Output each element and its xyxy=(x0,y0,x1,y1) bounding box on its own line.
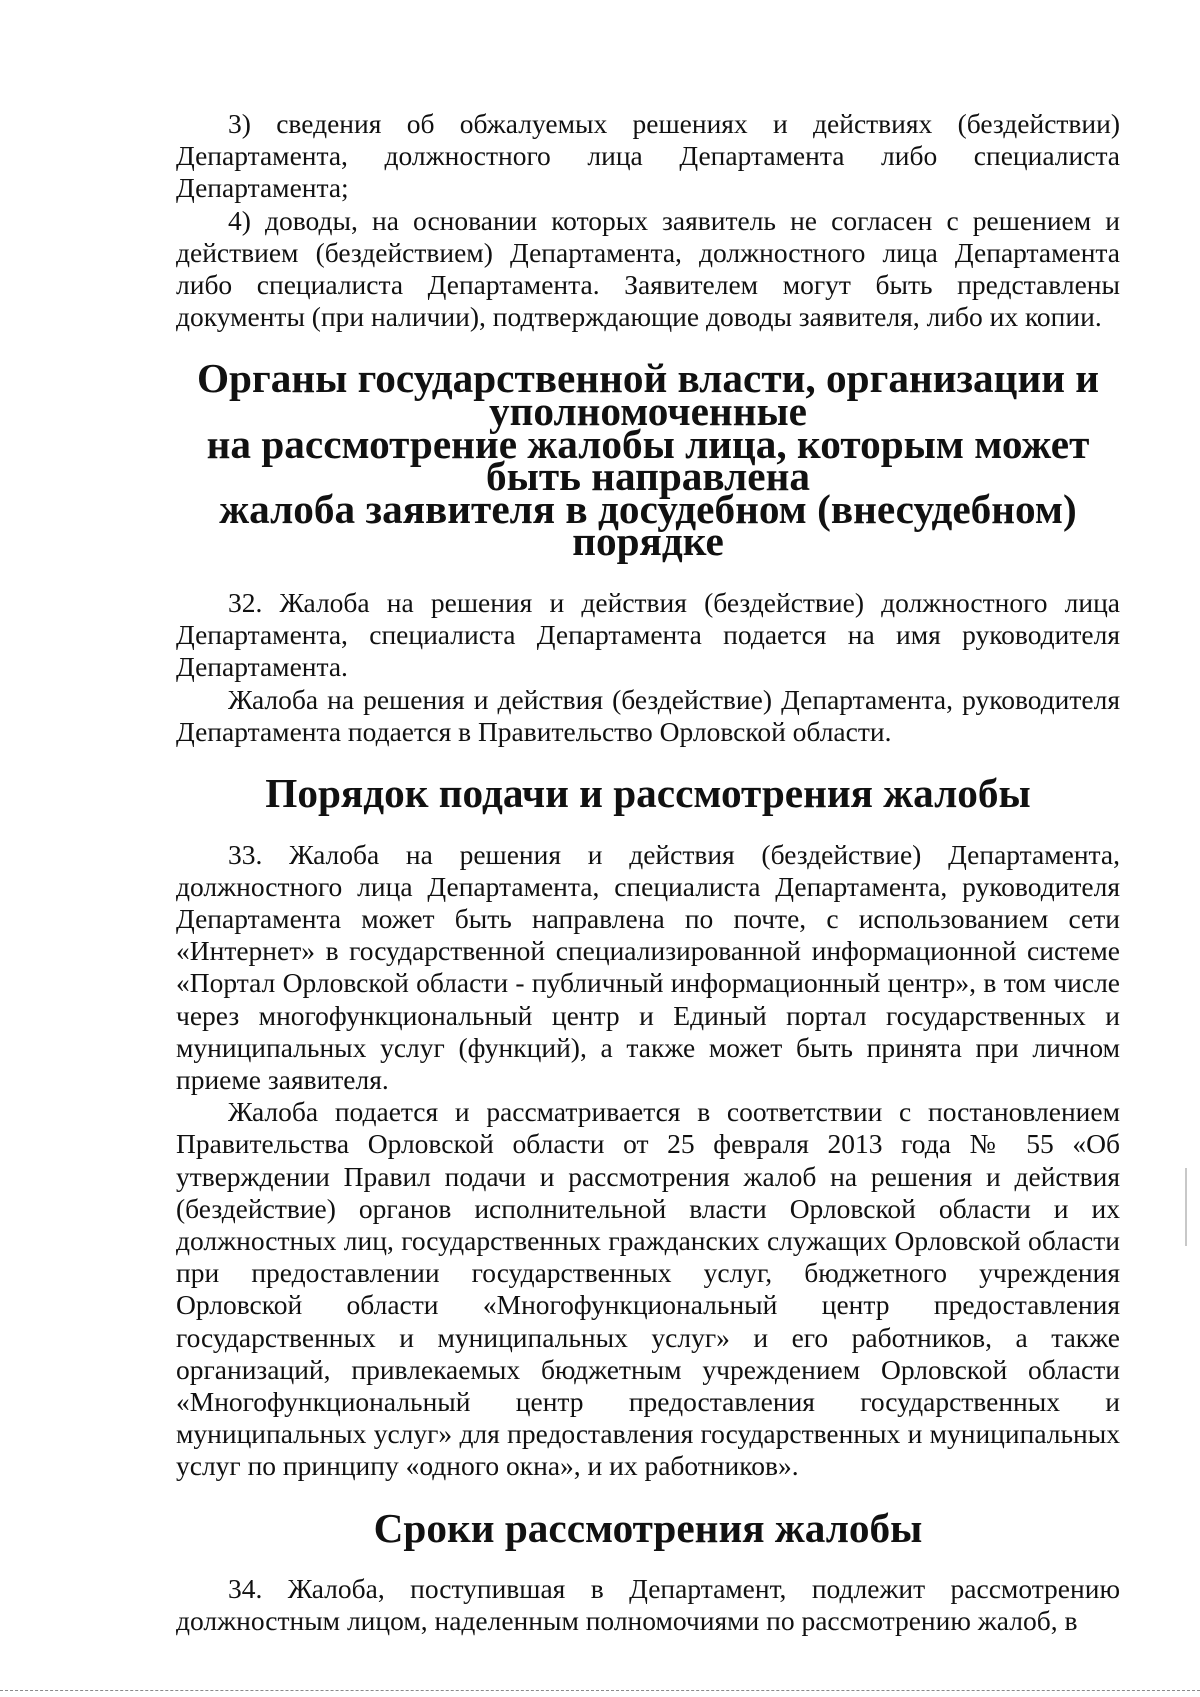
paragraph-section-32-complaint: Жалоба на решения и действия (бездействие) Департамента, руководителя Департамента подается в Правительство Орловской области. xyxy=(176,683,1120,747)
heading-order: Порядок подачи и рассмотрения жалобы xyxy=(265,770,1031,816)
page-bottom-edge xyxy=(0,1690,1200,1691)
heading-organs-line-3: жалоба заявителя в досудебном (внесудебном) порядке xyxy=(219,485,1077,565)
heading-organs-line-2: на рассмотрение жалобы лица, которым может быть направлена xyxy=(206,420,1090,500)
heading-organs-line-1: Органы государственной власти, организации и уполномоченные xyxy=(196,355,1100,435)
paragraph-item-4: 4) доводы, на основании которых заявитель не согласен с решением и действием (бездействием) Департамента, должностного лица Департамента либо специалиста Департамента. Заявителем могут быть представлены документы (при наличии), подтверждающие доводы заявителя, либо их копии. xyxy=(176,204,1120,333)
paragraph-section-32: 32. Жалоба на решения и действия (бездействие) должностного лица Департамента, специалиста Департамента подается на имя руководителя Департамента. xyxy=(176,586,1120,683)
paragraph-section-34: 34. Жалоба, поступившая в Департамент, подлежит рассмотрению должностным лицом, наделенным полномочиями по рассмотрению жалоб, в xyxy=(176,1573,1120,1637)
heading-organs xyxy=(176,355,1120,565)
scan-edge-mark xyxy=(1185,1168,1187,1246)
document-body xyxy=(176,108,1120,1638)
paragraph-section-33: 33. Жалоба на решения и действия (бездействие) Департамента, должностного лица Департамента, специалиста Департамента, руководителя Департамента может быть направлена по почте, с использованием сети «Интернет» в государственной специализированной информационной системе «Портал Орловской области - публичный информационный центр», в том числе через многофункциональный центр и Единый портал государственных и муниципальных услуг (функций), а также может быть принята при личном приеме заявителя. xyxy=(176,838,1120,1096)
paragraph-section-33-regulation: Жалоба подается и рассматривается в соответствии с постановлением Правительства Орловской области от 25 февраля 2013 года № 55 «Об утверждении Правил подачи и рассмотрения жалоб на решения и действия (бездействие) органов исполнительной власти Орловской области и их должностных лиц, государственных гражданских служащих Орловской области при предоставлении государственных услуг, бюджетного учреждения Орловской области «Многофункциональный центр предоставления государственных и муниципальных услуг» и его работников, а также организаций, привлекаемых бюджетным учреждением Орловской области «Многофункциональный центр предоставления государственных и муниципальных услуг» для предоставления государственных и муниципальных услуг по принципу «одного окна», и их работников». xyxy=(176,1096,1120,1482)
heading-terms: Сроки рассмотрения жалобы xyxy=(373,1504,923,1551)
paragraph-item-3: 3) сведения об обжалуемых решениях и действиях (бездействии) Департамента, должностного лица Департамента либо специалиста Департамента; xyxy=(176,108,1120,204)
